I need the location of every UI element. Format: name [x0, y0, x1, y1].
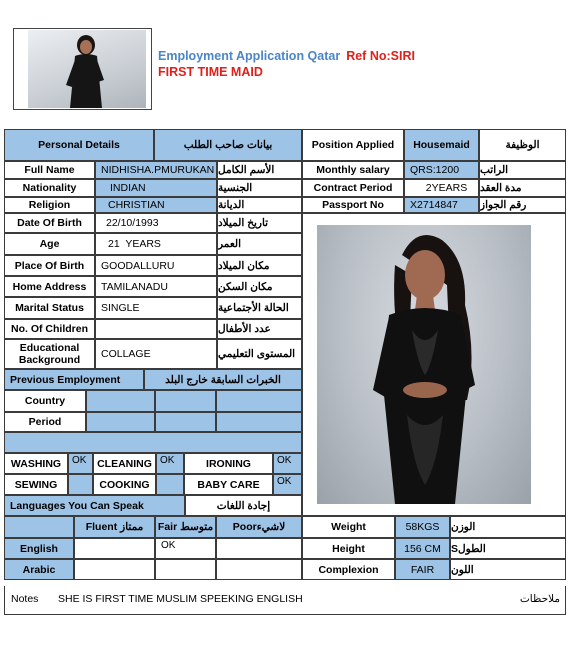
period-cell-1 [86, 412, 155, 432]
place-of-birth-label: Place Of Birth [4, 255, 95, 276]
complexion-ar: اللون [450, 559, 566, 580]
home-address-ar: مكان السكن [217, 276, 302, 297]
arabic-fair [155, 559, 216, 580]
nationality-label: Nationality [4, 179, 95, 197]
weight-value: 58KGS [395, 516, 450, 538]
cooking-value [156, 474, 184, 495]
applicant-silhouette-large [317, 225, 531, 504]
full-name-value: NIDHISHA.PMURUKAN [95, 161, 217, 179]
height-label: Height [302, 538, 395, 559]
passport-value: X2714847 [404, 197, 479, 213]
english-label: English [4, 538, 74, 559]
religion-ar: الديانة [217, 197, 302, 213]
notes-text: SHE IS FIRST TIME MUSLIM SPEEKING ENGLISH [58, 593, 303, 605]
english-fair: OK [155, 538, 216, 559]
country-cell-2 [155, 390, 216, 412]
arabic-fluent [74, 559, 155, 580]
period-cell-3 [216, 412, 302, 432]
period-cell-2 [155, 412, 216, 432]
children-label: No. Of Children [4, 319, 95, 339]
passport-ar: رقم الجواز [479, 197, 566, 213]
marital-status-ar: الحالة الأجتماعية [217, 297, 302, 319]
height-value: 156 CM [395, 538, 450, 559]
place-of-birth-ar: مكان الميلاد [217, 255, 302, 276]
country-cell-3 [216, 390, 302, 412]
education-label: Educational Background [4, 339, 95, 369]
notes-border-bottom [4, 614, 566, 615]
babycare-label: BABY CARE [184, 474, 273, 495]
languages-label: Languages You Can Speak [4, 495, 185, 516]
form-title: Employment Application Qatar Ref No:SIRI [158, 49, 415, 63]
home-address-value: TAMILANADU [95, 276, 217, 297]
dob-value: 22/10/1993 [95, 213, 217, 233]
position-applied-label: Position Applied [302, 129, 404, 161]
babycare-value: OK [273, 474, 302, 495]
place-of-birth-value: GOODALLURU [95, 255, 217, 276]
passport-label: Passport No [302, 197, 404, 213]
ironing-value: OK [273, 453, 302, 474]
position-applied-value: Housemaid [404, 129, 479, 161]
education-ar: المستوى التعليمي [217, 339, 302, 369]
previous-employment-label: Previous Employment [4, 369, 144, 390]
cleaning-label: CLEANING [93, 453, 156, 474]
form-subtitle: FIRST TIME MAID [158, 65, 263, 79]
period-label: Period [4, 412, 86, 432]
contract-ar: مدة العقد [479, 179, 566, 197]
applicant-photo-small [28, 30, 146, 108]
contract-label: Contract Period [302, 179, 404, 197]
previous-employment-ar: الخبرات السابقة خارج البلد [144, 369, 302, 390]
position-applied-ar: الوظيفة [479, 129, 566, 161]
cleaning-value: OK [156, 453, 184, 474]
notes-border-right [565, 586, 566, 614]
dob-label: Date Of Birth [4, 213, 95, 233]
arabic-poor [216, 559, 302, 580]
fair-header: Fair متوسط [155, 516, 216, 538]
nationality-ar: الجنسية [217, 179, 302, 197]
salary-value: QRS:1200 [404, 161, 479, 179]
marital-status-label: Marital Status [4, 297, 95, 319]
ref-number: Ref No:SIRI [346, 49, 415, 63]
poor-header: Poorلاشيء [216, 516, 302, 538]
salary-ar: الراتب [479, 161, 566, 179]
languages-ar: إجادة اللغات [185, 495, 302, 516]
cooking-label: COOKING [93, 474, 156, 495]
notes-border-left [4, 586, 5, 614]
applicant-silhouette-small [28, 30, 146, 108]
home-address-label: Home Address [4, 276, 95, 297]
nationality-value: INDIAN [95, 179, 217, 197]
sewing-label: SEWING [4, 474, 68, 495]
personal-details-header-ar: بيانات صاحب الطلب [154, 129, 302, 161]
age-ar: العمر [217, 233, 302, 255]
weight-label: Weight [302, 516, 395, 538]
washing-label: WASHING [4, 453, 68, 474]
complexion-value: FAIR [395, 559, 450, 580]
washing-value: OK [68, 453, 93, 474]
sewing-value [68, 474, 93, 495]
age-value: 21 YEARS [95, 233, 217, 255]
salary-label: Monthly salary [302, 161, 404, 179]
religion-value: CHRISTIAN [95, 197, 217, 213]
full-name-label: Full Name [4, 161, 95, 179]
notes-label: Notes [11, 593, 39, 605]
height-ar: الطولS [450, 538, 566, 559]
marital-status-value: SINGLE [95, 297, 217, 319]
english-poor [216, 538, 302, 559]
complexion-label: Complexion [302, 559, 395, 580]
ironing-label: IRONING [184, 453, 273, 474]
arabic-label: Arabic [4, 559, 74, 580]
full-name-ar: الأسم الكامل [217, 161, 302, 179]
english-fluent [74, 538, 155, 559]
age-label: Age [4, 233, 95, 255]
lang-corner-cell [4, 516, 74, 538]
applicant-photo-large [317, 225, 531, 504]
fluent-header: Fluent ممتاز [74, 516, 155, 538]
weight-ar: الوزن [450, 516, 566, 538]
spacer-row [4, 432, 302, 453]
children-ar: عدد الأطفال [217, 319, 302, 339]
notes-ar: ملاحظات [519, 593, 560, 605]
children-value [95, 319, 217, 339]
dob-ar: تاريخ الميلاد [217, 213, 302, 233]
education-value: COLLAGE [95, 339, 217, 369]
country-cell-1 [86, 390, 155, 412]
personal-details-header: Personal Details [4, 129, 154, 161]
religion-label: Religion [4, 197, 95, 213]
contract-value: 2YEARS [404, 179, 479, 197]
country-label: Country [4, 390, 86, 412]
